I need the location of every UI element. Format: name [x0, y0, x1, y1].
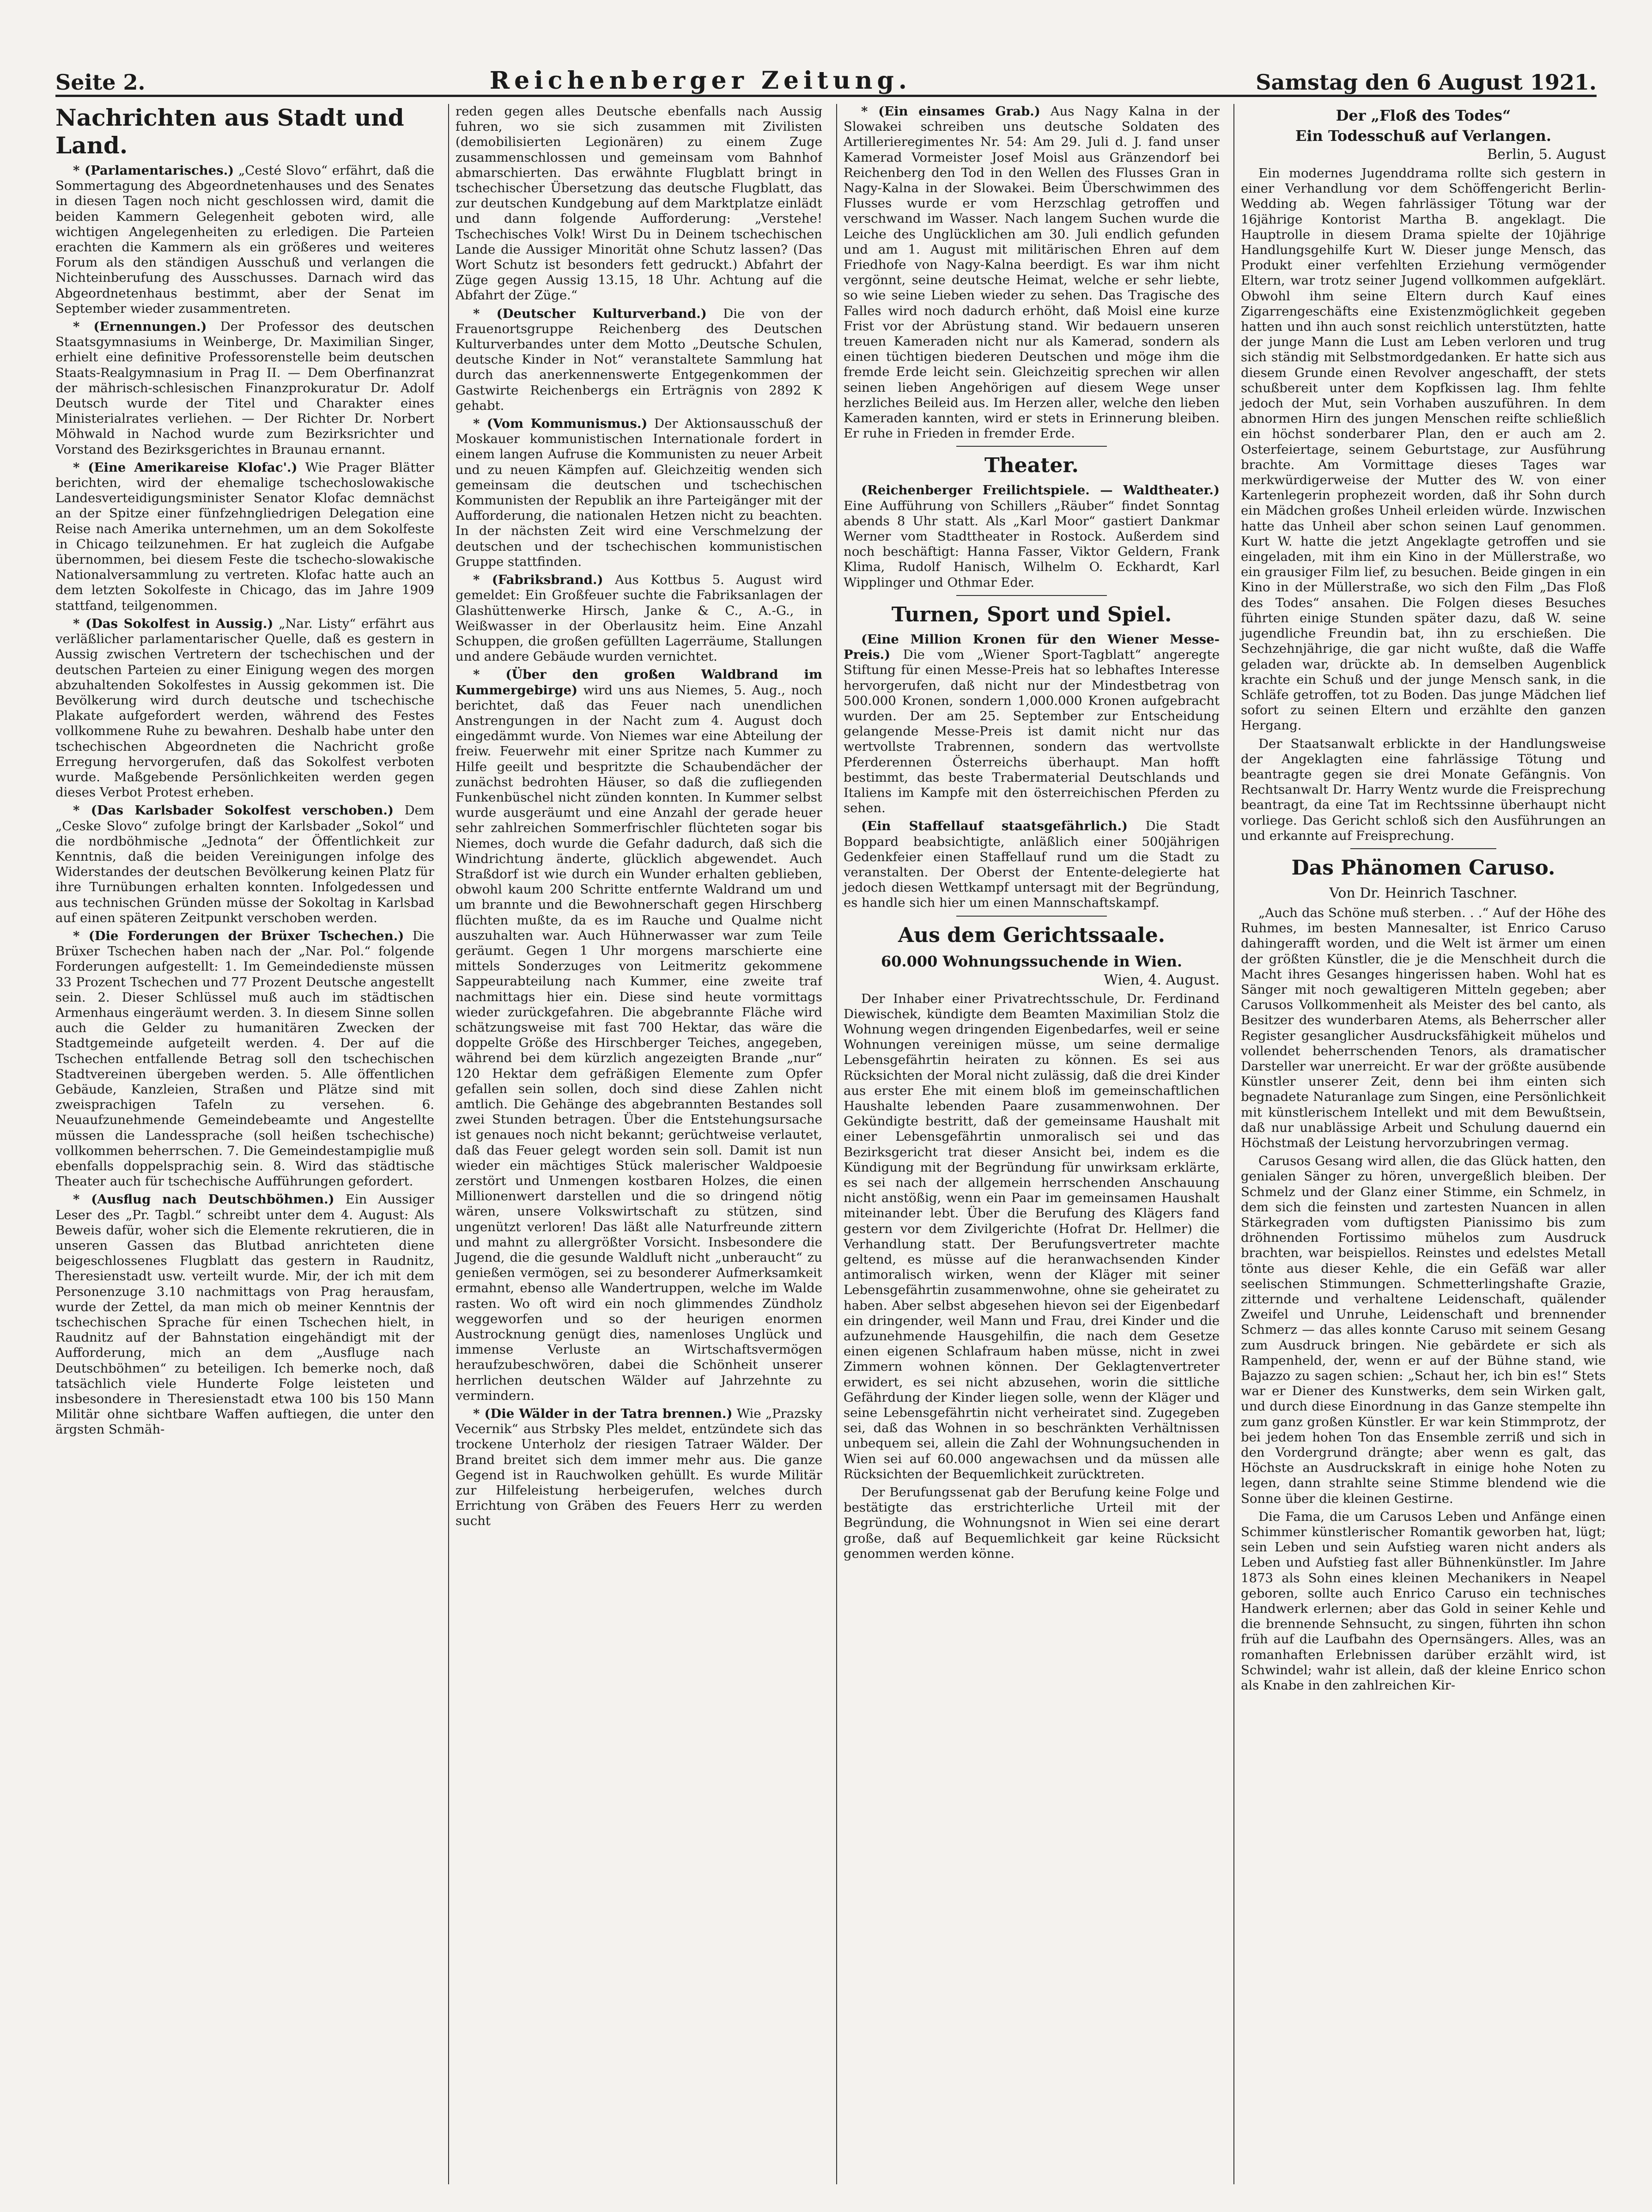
newspaper-title: Reichenberger Zeitung.: [489, 67, 911, 95]
article-paragraph: * (Parlamentarisches.) „Cesté Slovo“ erfährt, daß die Sommertagung des Abgeordnetenhauses und des Senates in diesen Tagen noch nicht geschlossen wird, damit die beiden Kammern Gelegenheit geboten wird, alle wichtigen Angelegenheiten zu erledigen. Die Parteien erachten die Kammern als ein größeres und weiteres Forum als den ständigen Ausschuß und verlangen die Nichteinberufung des Ausschusses. Darnach wird das Abgeordnetenhaus bestimmt, aber der Senat im September wieder zusammentreten.: [55, 163, 434, 316]
article-subheading: 60.000 Wohnungssuchende in Wien.: [881, 952, 1183, 970]
article-paragraph: (Eine Million Kronen für den Wiener Messe-Preis.) Die vom „Wiener Sport-Tagblatt“ angeregte Stiftung für einen Messe-Preis hat so lebhaftes Interesse hervorgerufen, daß nicht nur der Mindestbetrag von 500.000 Kronen, sondern 1,000.000 Kronen aufgebracht wurden. Der am 25. September zur Entscheidung gelangende Messe-Preis ist damit nicht nur das wertvollste Trabrennen, sondern das wertvollste Pferderennen Österreichs überhaupt. Man hofft bestimmt, das beste Trabermaterial Deutschlands und Italiens im Kampfe mit den österreichischen Pferden zu sehen.: [844, 632, 1220, 816]
article-paragraph: Der Berufungssenat gab der Berufung keine Folge und bestätigte das erstrichterliche Urteil mit der Begründung, die Wohnungsnot in Wien sei eine derart große, daß auf Bequemlichkeit gar keine Rücksicht genommen werden könne.: [844, 1485, 1220, 1561]
article-paragraph: * (Über den großen Waldbrand im Kummergebirge) wird uns aus Niemes, 5. Aug., noch berichtet, daß das Feuer nach unendlichen Anstrengungen in der Nacht zum 4. August doch eingedämmt wurde. Von Niemes war eine Abteilung der freiw. Feuerwehr mit einer Spritze nach Kummer zu Hilfe geeilt und bespritzte die Schaubendächer der zunächst bedrohten Häuser, so daß die zufliegenden Funkenbüschel nicht zünden konnten. In Kummer selbst wurde ausgeräumt und eine Anzahl der gerade heuer sehr zahlreichen Sommerfrischler flüchteten sogar bis Niemes, doch wurde die Gefahr dadurch, daß sich die Windrichtung änderte, glücklich abgewendet. Auch Straßdorf ist wie durch ein Wunder erhalten geblieben, obwohl kaum 200 Schritte entfernte Waldrand um und um brannte und die Bewohnerschaft gegen Hirschberg flüchten mußte, da es im Rauche und Qualme nicht auszuhalten war. Auch Hühnerwasser war zum Teile geräumt. Gegen 1 Uhr morgens marschierte eine mittels Sonderzuges von Leitmeritz gekommene Sappeurabteilung nach Kummer, eine zweite traf nachmittags hier ein. Diese sind heute vormittags wieder zurückgefahren. Die abgebrannte Fläche wird schätzungsweise mit fast 700 Hektar, das wäre die doppelte Größe des Hirschberger Teiches, angegeben, während bei dem kürzlich angezeigten Brande „nur“ 120 Hektar dem gefräßigen Elemente zum Opfer gefallen sein sollen, doch sind diese Zahlen nicht amtlich. Die Gehänge des abgebrannten Bestandes soll zwei Stunden betragen. Über die Entstehungsursache ist genaues noch nicht bekannt; gerüchtweise verlautet, daß das Feuer gelegt worden sein soll. Damit ist nun wieder ein mächtiges Stück malerischer Waldpoesie zerstört und Unmengen kostbaren Holzes, die einen Millionenwert darstellen und die so dringend nötig wären, unsere Volkswirtschaft zu stützen, sind ungenützt verloren! Das läßt alle Naturfreunde zittern und mahnt zu allergrößter Vorsicht. Insbesondere die Jugend, die die gesunde Waldluft nicht „unberaucht“ zu genießen vermögen, sei zu besonderer Aufmerksamkeit ermahnt, ebenso alle Wandertruppen, welche im Walde rasten. Wo oft wird ein noch glimmendes Zündholz weggeworfen und so der heurigen enormen Austrocknung genügt dies, namenloses Unglück und immense Verluste an Wirtschaftsvermögen heraufzubeschwören, dabei die Schönheit unserer herrlichen deutschen Wälder auf Jahrzehnte zu vermindern.: [456, 667, 822, 1403]
section-heading-caruso: Das Phänomen Caruso.: [1291, 856, 1555, 880]
article-paragraph: * (Ernennungen.) Der Professor des deutschen Staatsgymnasiums in Weinberge, Dr. Maximilian Singer, erhielt eine definitive Professorenstelle beim deutschen Staats-Realgymnasium in Prag II. — Dem Oberfinanzrat der mährisch-schlesischen Finanzprokuratur Dr. Adolf Deutsch wurde der Titel und Charakter eines Ministerialrates verliehen. — Der Richter Dr. Norbert Möhwald in Nachod wurde zum Bezirksrichter und Vorstand des Bezirksgerichtes in Braunau ernannt.: [55, 319, 434, 457]
article-paragraph: * (Deutscher Kulturverband.) Die von der Frauenortsgruppe Reichenberg des Deutschen Kulturverbandes unter dem Motto „Deutsche Schulen, deutsche Kinder in Not“ veranstaltete Sammlung hat durch das anerkennenswerte Entgegenkommen der Gastwirte Reichenbergs ein Erträgnis von 2892 K gehabt.: [456, 306, 822, 413]
article-paragraph: * (Das Karlsbader Sokolfest verschoben.) Dem „Ceske Slovo“ zufolge bringt der Karlsbader „Sokol“ und die nordböhmische „Jednota“ der Öffentlichkeit zur Kenntnis, daß die beiden Vereinigungen infolge des Widerstandes der deutschen Bevölkerung keinen Platz für ihre Turnübungen erhalten konnten. Infolgedessen und aus technischen Gründen müsse der Sokoltag in Karlsbad auf einen späteren Zeitpunkt verschoben werden.: [55, 803, 434, 925]
issue-date: Samstag den 6 August 1921.: [1256, 70, 1597, 95]
article-paragraph: Ein modernes Jugenddrama rollte sich gestern in einer Verhandlung vor dem Schöffengericht Berlin-Wedding ab. Wegen fahrlässiger Tötung war der 16jährige Kontorist Martha B. angeklagt. Die Hauptrolle in diesem Drama spielte der 10jährige Handlungsgehilfe Kurt W. Dieser junge Mensch, das Produkt einer verfehlten Erziehung vermögender Eltern, war trotz seiner Jugend vollkommen aufgeklärt. Obwohl ihm seine Eltern durch Kauf eines Zigarrengeschäfts eine Existenzmöglichkeit gegeben hatten und ihn auch sonst reichlich unterstützten, hatte der junge Mann die Lust am Leben verloren und trug sich ständig mit Selbstmordgedanken. Er hatte sich aus diesem Grunde einen Revolver angeschafft, der stets schußbereit unter dem Kopfkissen lag. Ihm fehlte jedoch der Mut, sein Vorhaben auszuführen. In dem abnormen Hirn des jungen Menschen reifte schließlich ein höchst sonderbarer Plan, den er auch am 2. Osterfeiertage, seinem Geburtstage, zur Ausführung brachte. Am Vormittage dieses Tages war merkwürdigerweise der Mutter des W. von einer Kartenlegerin prophezeit worden, daß ihr Sohn durch ein Mädchen großes Unheil erleiden würde. Inzwischen hatte das Unheil aber schon seinen Lauf genommen. Kurt W. hatte die jetzt Angeklagte getroffen und sie eingeladen, mit ihm ein Kino in der Müllerstraße, wo ein grausiger Film lief, zu besuchen. Beide gingen in ein Kino in der Müllerstraße, wo sich den Film „Das Floß des Todes“ ansahen. Die Folgen dieses Besuches führten einige Stunden später dazu, daß W. seine jugendliche Freundin bat, ihn zu erschießen. Die Sechzehnjährige, die gar nicht wußte, daß die Waffe geladen war, drückte ab. In demselben Augenblick krachte ein Schuß und der junge Mensch sank, in die Schläfe getroffen, tot zu Boden. Das junge Mädchen lief sofort zu seinen Eltern und erzählte den ganzen Hergang.: [1241, 166, 1606, 733]
section-divider: [956, 446, 1107, 447]
article-paragraph: (Ein Staffellauf staatsgefährlich.) Die Stadt Boppard beabsichtigte, anläßlich einer 500jährigen Gedenkfeier einen Staffellauf rund um die Stadt zu veranstalten. Der Oberst der Entente-delegierte hat jedoch diesen Wettkampf untersagt mit der Begründung, es handle sich hier um einen Mannschaftskampf.: [844, 819, 1220, 911]
article-paragraph: * (Die Forderungen der Brüxer Tschechen.) Die Brüxer Tschechen haben nach der „Nar. Pol.“ folgende Forderungen aufgestellt: 1. Im Gemeindedienste müssen 33 Prozent Tschechen und 77 Prozent Deutsche angestellt sein. 2. Dieser Schlüssel muß auch im städtischen Armenhaus eingeräumt werden. 3. In diesem Sinne sollen auch die Gelder zu humanitären Zwecken der Stadtgemeinde aufgeteilt werden. 4. Der auf die Tschechen entfallende Betrag soll den tschechischen Stadtvereinen übergeben werden. 5. Alle öffentlichen Gebäude, Kanzleien, Straßen und Plätze sind mit zweisprachigen Tafeln zu versehen. 6. Neuaufzunehmende Gemeindebeamte und Angestellte müssen die Landessprache (soll heißen tschechische) vollkommen beherrschen. 7. Die Gemeindestampiglie muß ebenfalls doppelsprachig sein. 8. Wird das städtische Theater auch für tschechische Aufführungen gefordert.: [55, 928, 434, 1189]
article-heading: Der „Floß des Todes“: [1336, 107, 1511, 124]
section-divider: [956, 595, 1107, 596]
section-heading-local-news: Nachrichten aus Stadt und Land.: [55, 104, 404, 159]
page-number: Seite 2.: [55, 70, 146, 95]
article-paragraph: * (Fabriksbrand.) Aus Kottbus 5. August wird gemeldet: Ein Großfeuer suchte die Fabriksanlagen der Glashüttenwerke Hirsch, Janke & C., A.-G., in Weißwasser in der Oberlausitz heim. Eine Anzahl Schuppen, die großen gefüllten Lagerräume, Stallungen und andere Gebäude wurden vernichtet.: [456, 572, 822, 664]
article-subheading: Ein Todesschuß auf Verlangen.: [1295, 127, 1551, 145]
article-columns: [55, 104, 1606, 2184]
column-4: [1233, 104, 1606, 2184]
article-paragraph: Der Inhaber einer Privatrechtsschule, Dr. Ferdinand Diewischek, kündigte dem Beamten Maximilian Stolz die Wohnung wegen dringenden Eigenbedarfes, weil er seine Wohnungen vereinigen müsse, um seine dermalige Lebensgefährtin heiraten zu können. Es sei aus Rücksichten der Moral nicht zulässig, daß die drei Kinder aus erster Ehe mit einem bloß im gemeinschaftlichen Haushalte lebenden Paare zusammenwohnen. Der Gekündigte bestritt, daß der gemeinsame Haushalt mit einer Lebensgefährtin unmoralisch sei und das Bezirksgericht trat dieser Ansicht bei, indem es die Kündigung mit der Begründung für unwirksam erklärte, es sei nach der allgemein herrschenden Anschauung nicht anstößig, wenn ein Paar im gemeinsamen Haushalt miteinander lebt. Über die Berufung des Klägers fand gestern vor dem Zivilgerichte (Hofrat Dr. Hellmer) die Verhandlung statt. Der Berufungsvertreter machte geltend, es müsse auf die heranwachsenden Kinder antimoralisch wirken, wenn der Kläger mit seiner Lebensgefährtin zusammenwohne, ohne sie geheiratet zu haben. Aber selbst abgesehen hievon sei der Eigenbedarf ein dringender, weil Mann und Frau, drei Kinder und die aufzunehmende Hausgehilfin, die nach dem Gesetze einen eigenen Schlafraum haben müsse, nicht in zwei Zimmern wohnen können. Der Geklagtenvertreter erwidert, es sei nicht abzusehen, worin die sittliche Gefährdung der Kinder liegen solle, wenn der Kläger und seine Lebensgefährtin nicht verheiratet sind. Zugegeben sei, daß das Wohnen in so beschränkten Verhältnissen unbequem sei, allein die Zahl der Wohnungsuchenden in Wien sei auf 60.000 angewachsen und da müssen alle Rücksichten der Bequemlichkeit zurücktreten.: [844, 991, 1220, 1482]
article-paragraph: (Reichenberger Freilichtspiele. — Waldtheater.) Eine Aufführung von Schillers „Räuber“ findet Sonntag abends 8 Uhr statt. Als „Karl Moor“ gastiert Dankmar Werner vom Stadttheater in Rostock. Außerdem sind noch beschäftigt: Hanna Fasser, Viktor Geldern, Frank Klima, Rudolf Hanisch, Wilhelm O. Eckhardt, Karl Wipplinger und Othmar Eder.: [844, 483, 1220, 590]
section-divider: [956, 916, 1107, 917]
column-1: [55, 104, 434, 2184]
article-paragraph: * (Eine Amerikareise Klofac'.) Wie Prager Blätter berichten, wird der ehemalige tschechoslowakische Landesverteidigungsminister Senator Klofac demnächst an der Spitze einer fünfzehngliedrigen Delegation eine Reise nach Amerika unternehmen, um an dem Sokolfeste in Chicago teilzunehmen. Er hat zugleich die Aufgabe übernommen, bei diesem Feste die tschecho-slowakische Nationalversammlung zu vertreten. Klofac hatte auch an dem letzten Sokolfeste in Chicago, das im Jahre 1909 stattfand, teilgenommen.: [55, 460, 434, 613]
article-paragraph: reden gegen alles Deutsche ebenfalls nach Aussig fuhren, wo sie sich zusammen mit Zivilisten (demobilisierten Legionären) zu einem Zuge zusammenschlossen und gemeinsam vom Bahnhof abmarschierten. Das erwähnte Flugblatt bringt in tschechischer Übersetzung das deutsche Flugblatt, das zur deutschen Kundgebung auf dem Marktplatze einlädt und dann folgende Aufforderung: „Verstehe! Tschechisches Volk! Wirst Du in Deinem tschechischen Lande die Aussiger Minorität ohne Schutz lassen? (Das Wort Schutz ist besonders fett gedruckt.) Abfahrt der Züge gegen Aussig 13.15, 18 Uhr. Achtung auf die Abfahrt der Züge.“: [456, 104, 822, 303]
article-byline: Von Dr. Heinrich Taschner.: [1329, 885, 1518, 901]
article-paragraph: „Auch das Schöne muß sterben. . .“ Auf der Höhe des Ruhmes, im besten Mannesalter, ist Enrico Caruso dahingerafft worden, und die Welt ist ärmer um einen der größten Künstler, die je die Menschheit durch die Macht ihres Gesanges hingerissen haben. Wohl hat es Sänger mit noch gewaltigeren Mitteln gegeben; aber Carusos Vollkommenheit als Meister des bel canto, als Besitzer des wunderbaren Atems, als Beherrscher aller Register gesanglicher Ausdrucksfähigkeit mühelos und vollendet beherrschenden Tenors, als dramatischer Darsteller war unerreicht. Er war der größte ausübende Künstler unserer Zeit, denn bei ihm einten sich begnadete Naturanlage zum Singen, eine Persönlichkeit mit künstlerischem Intellekt und mit dem Bewußtsein, daß nur unablässige Arbeit und Schulung dauernd ein Höchstmaß der Leistung hervorzubringen vermag.: [1241, 905, 1606, 1150]
article-paragraph: * (Das Sokolfest in Aussig.) „Nar. Listy“ erfährt aus verläßlicher parlamentarischer Quelle, daß es gestern in Aussig zwischen Vertretern der tschechischen und der deutschen Parteien zu einer Einigung wegen des morgen abzuhaltenden Sokolfestes in Aussig gekommen ist. Die Bevölkerung wird durch deutsche und tschechische Plakate aufgefordert werden, während des Festes vollkommene Ruhe zu bewahren. Deshalb habe unter den tschechischen Abgeordneten die Nachricht große Erregung hervorgerufen, daß das Sokolfest verboten wurde. Maßgebende Persönlichkeiten werden gegen dieses Verbot Protest erheben.: [55, 616, 434, 800]
section-heading-sport: Turnen, Sport und Spiel.: [891, 602, 1172, 626]
article-dateline: Wien, 4. August.: [1104, 972, 1220, 988]
article-paragraph: Carusos Gesang wird allen, die das Glück hatten, den genialen Sänger zu hören, unvergeßlich bleiben. Der Schmelz und der Glanz einer Stimme, ein Schmelz, in dem sich die feinsten und zartesten Nuancen in allen Stärkegraden vom duftigsten Pianissimo bis zum dröhnenden Fortissimo mühelos zum Ausdruck brachten, war beispiellos. Reinstes und edelstes Metall tönte aus dieser Kehle, die ein Gefäß war aller seelischen Stimmungen. Schmetterlingshafte Grazie, zitternde und verhaltene Leidenschaft, quälender Zweifel und Unruhe, Leidenschaft und brennender Schmerz — das alles konnte Caruso mit seinem Gesang zum Ausdruck bringen. Nie gebärdete er sich als Rampenheld, der, wenn er auf der Bühne stand, wie Bajazzo zu sagen schien: „Schaut her, ich bin es!“ Stets war er Diener des Kunstwerks, dem sein Wirken galt, und durch diese Einordnung in das Ganze stempelte ihn zum ganz großen Künstler. Er war kein Stimmprotz, der bei jedem hohen Ton das Ensemble zerriß und sich in den Vordergrund drängte; aber wenn es galt, das Höchste an Ausdruckskraft in einige hohe Noten zu legen, dann strahlte seine Stimme blendend wie die Sonne über die kleinen Gestirne.: [1241, 1154, 1606, 1506]
article-paragraph: Der Staatsanwalt erblickte in der Handlungsweise der Angeklagten eine fahrlässige Tötung und beantragte gegen sie drei Monate Gefängnis. Von Rechtsanwalt Dr. Harry Wentz wurde die Freisprechung beantragt, da eine Tat im Rechtssinne überhaupt nicht vorliege. Das Gericht schloß sich den Ausführungen an und erkannte auf Freisprechung.: [1241, 736, 1606, 843]
article-paragraph: * (Die Wälder in der Tatra brennen.) Wie „Prazsky Vecernik“ aus Strbsky Ples meldet, entzündete sich das trockene Unterholz der riesigen Tatraer Wälder. Der Brand breitet sich dem immer mehr aus. Die ganze Gegend ist in Rauchwolken gehüllt. Es wurde Militär zur Hilfeleistung herbeigerufen, welches durch Errichtung von Gräben des Feuers Herr zu werden sucht: [456, 1406, 822, 1529]
article-paragraph: Die Fama, die um Carusos Leben und Anfänge einen Schimmer künstlerischer Romantik geworben hat, lügt; sein Leben und sein Aufstieg waren nicht anders als Leben und Aufstieg fast aller Bühnenkünstler. Im Jahre 1873 als Sohn eines kleinen Mechanikers in Neapel geboren, sollte auch Enrico Caruso ein technisches Handwerk erlernen; aber das Gold in seiner Kehle und die brennende Sehnsucht, zu singen, führten ihn schon früh auf die Laufbahn des Opernsängers. Alles, was an romanhaften Erlebnissen darüber erzählt wird, ist Schwindel; wahr ist allein, daß der kleine Enrico schon als Knabe in den zahlreichen Kir-: [1241, 1509, 1606, 1693]
article-paragraph: * (Ein einsames Grab.) Aus Nagy Kalna in der Slowakei schreiben uns deutsche Soldaten des Artillerieregimentes Nr. 54: Am 29. Juli d. J. fand unser Kamerad Vormeister Josef Moisl aus Gränzendorf bei Reichenberg den Tod in den Wellen des Flusses Gran in Nagy-Kalna in der Slowakei. Beim Überschwimmen des Flusses wurde er vom Herzschlag getroffen und verschwand im Wasser. Nach langem Suchen wurde die Leiche des Unglücklichen am 30. Juli endlich gefunden und am 1. August mit militärischen Ehren auf dem Friedhofe von Nagy-Kalna beerdigt. Es war ihm nicht vergönnt, seine deutsche Heimat, welche er sehr liebte, so wie seine Lieben wieder zu sehen. Das Tragische des Falles wird noch dadurch erhöht, daß Moisl eine kurze Frist vor der Abrüstung stand. Wir bedauern unseren treuen Kameraden nicht nur als Kamerad, sondern als einen tüchtigen biederen Deutschen und möge ihm die fremde Erde leicht sein. Gleichzeitig sprechen wir allen seinen lieben Angehörigen auf diesem Wege unser herzliches Beileid aus. Im Herzen aller, welche den lieben Kameraden kannten, wird er stets in Erinnerung bleiben. Er ruhe in Frieden in fremder Erde.: [844, 104, 1220, 441]
article-paragraph: * (Ausflug nach Deutschböhmen.) Ein Aussiger Leser des „Pr. Tagbl.“ schreibt unter dem 4. August: Als Beweis dafür, woher sich die Elemente rekrutieren, die in unseren Gassen das Blutbad anrichteten diene beigeschlossenes Flugblatt das gestern in Raudnitz, Theresienstadt usw. verteilt wurde. Mir, der ich mit dem Personenzuge 3.10 nachmittags von Prag herausfam, wurde der Zettel, da man mich ob meiner Kenntnis der tschechischen Sprache für einen Tschechen hielt, in Raudnitz auf der Bahnstation eingehändigt mit der Aufforderung, mich an dem „Ausfluge nach Deutschböhmen“ zu beteiligen. Ich bemerke noch, daß tatsächlich viele Hunderte Folge leisteten und insbesondere in Theresienstadt etwa 100 bis 150 Mann Militär ohne sichtbare Waffen auftiegen, die unter den ärgsten Schmäh-: [55, 1192, 434, 1437]
article-dateline: Berlin, 5. August: [1487, 146, 1606, 163]
masthead: [55, 53, 1597, 97]
column-2: [448, 104, 822, 2184]
section-heading-court: Aus dem Gerichtssaale.: [898, 923, 1165, 947]
article-paragraph: * (Vom Kommunismus.) Der Aktionsausschuß der Moskauer kommunistischen Internationale fordert in einem langen Aufruse die Kommunisten zu neuer Arbeit und zu neuen Kämpfen auf. Gleichzeitig wenden sich gemeinsam die deutschen und tschechischen Kommunisten der Republik an ihre Parteigänger mit der Aufforderung, die nationalen Hetzen nicht zu beachten. In der nächsten Zeit wird eine Verschmelzung der deutschen und der tschechischen kommunistischen Gruppe stattfinden.: [456, 416, 822, 569]
section-heading-theater: Theater.: [984, 454, 1079, 478]
section-divider: [1350, 848, 1496, 849]
column-3: [836, 104, 1220, 2184]
